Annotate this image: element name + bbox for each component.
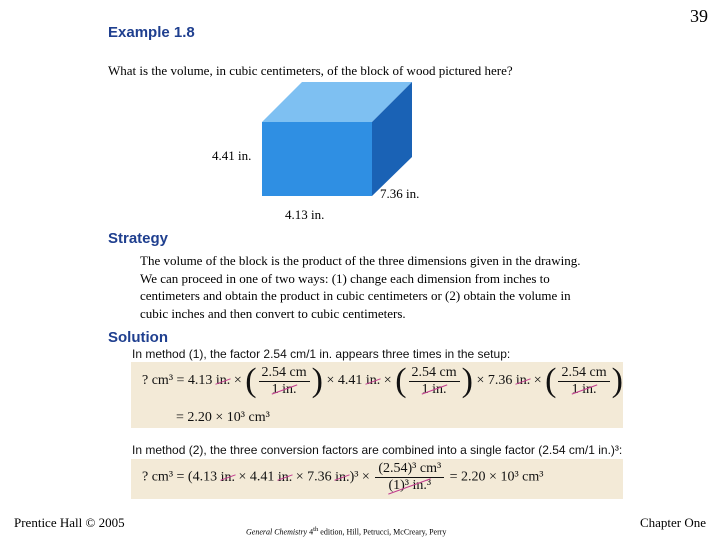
strategy-line: We can proceed in one of two ways: (1) change each dimension from inches to xyxy=(140,270,550,286)
method1-text: In method (1), the factor 2.54 cm/1 in. appears three times in the setup: xyxy=(132,347,511,361)
dimension-height: 4.41 in. xyxy=(212,148,252,163)
m1-lhs: ? cm³ = 4.13 xyxy=(142,373,213,389)
strategy-heading: Strategy xyxy=(108,230,169,247)
m1-val3: 7.36 xyxy=(487,373,513,389)
method2-text: In method (2), the three conversion factors are combined into a single factor (2.54 cm/1 in.)³: xyxy=(132,443,623,457)
method1-result: = 2.20 × 10³ cm³ xyxy=(176,410,270,425)
m1-unit-cancelled: in. xyxy=(215,373,231,389)
wood-block-figure xyxy=(262,82,417,198)
strategy-text xyxy=(140,252,620,322)
m1-factor: $\frac{2.54 cm}{1 in.}$ xyxy=(259,365,310,398)
m1-val2: 4.41 xyxy=(337,373,363,389)
dimension-depth: 7.36 in. xyxy=(380,186,420,201)
footer-chapter: Chapter One xyxy=(639,515,706,530)
example-title: Example 1.8 xyxy=(108,24,195,41)
solution-heading: Solution xyxy=(108,329,168,346)
strategy-line: cubic inches and then convert to cubic centimeters. xyxy=(140,305,406,321)
method1-equation: ? cm³ = 4.13 in. × ( $\frac{2.54 cm}{1 in.}$ ) × 4.41 in. × ( $\frac{2.54 cm}{1 in.}$ ) × 7.36 in. × ( $\frac{2.54 cm}{1 in.}$ ) xyxy=(142,362,623,399)
method2-equation: ? cm³ = (4.13 in. × 4.41 in. × 7.36 in.)³ × $\frac{\text{(2.54)³ cm³}}{\text{(1)³ in.³}}$ = 2.20 × 10³ cm³ xyxy=(142,461,544,493)
m2-result: = 2.20 × 10³ cm³ xyxy=(449,469,544,485)
m2-factor: $\frac{\text{(2.54)³ cm³}}{\text{(1)³ in.³}}$ xyxy=(375,461,444,494)
footer-publisher: Prentice Hall © 2005 xyxy=(14,515,125,530)
footer-citation: General Chemistry 4th edition, Hill, Petrucci, McCreary, Perry xyxy=(246,526,447,537)
block-front-face xyxy=(262,122,372,196)
strategy-line: centimeters and obtain the product in cubic centimeters or (2) obtain the volume in xyxy=(140,288,571,303)
strategy-line: The volume of the block is the product of the three dimensions given in the drawing. xyxy=(140,253,581,268)
dimension-width: 4.13 in. xyxy=(285,207,325,222)
page-number: 39 xyxy=(690,6,708,26)
m1-times: × xyxy=(233,373,242,389)
m2-lhs: ? cm³ = (4.13 xyxy=(142,469,218,485)
question-text: What is the volume, in cubic centimeters, of the block of wood pictured here? xyxy=(108,63,513,78)
